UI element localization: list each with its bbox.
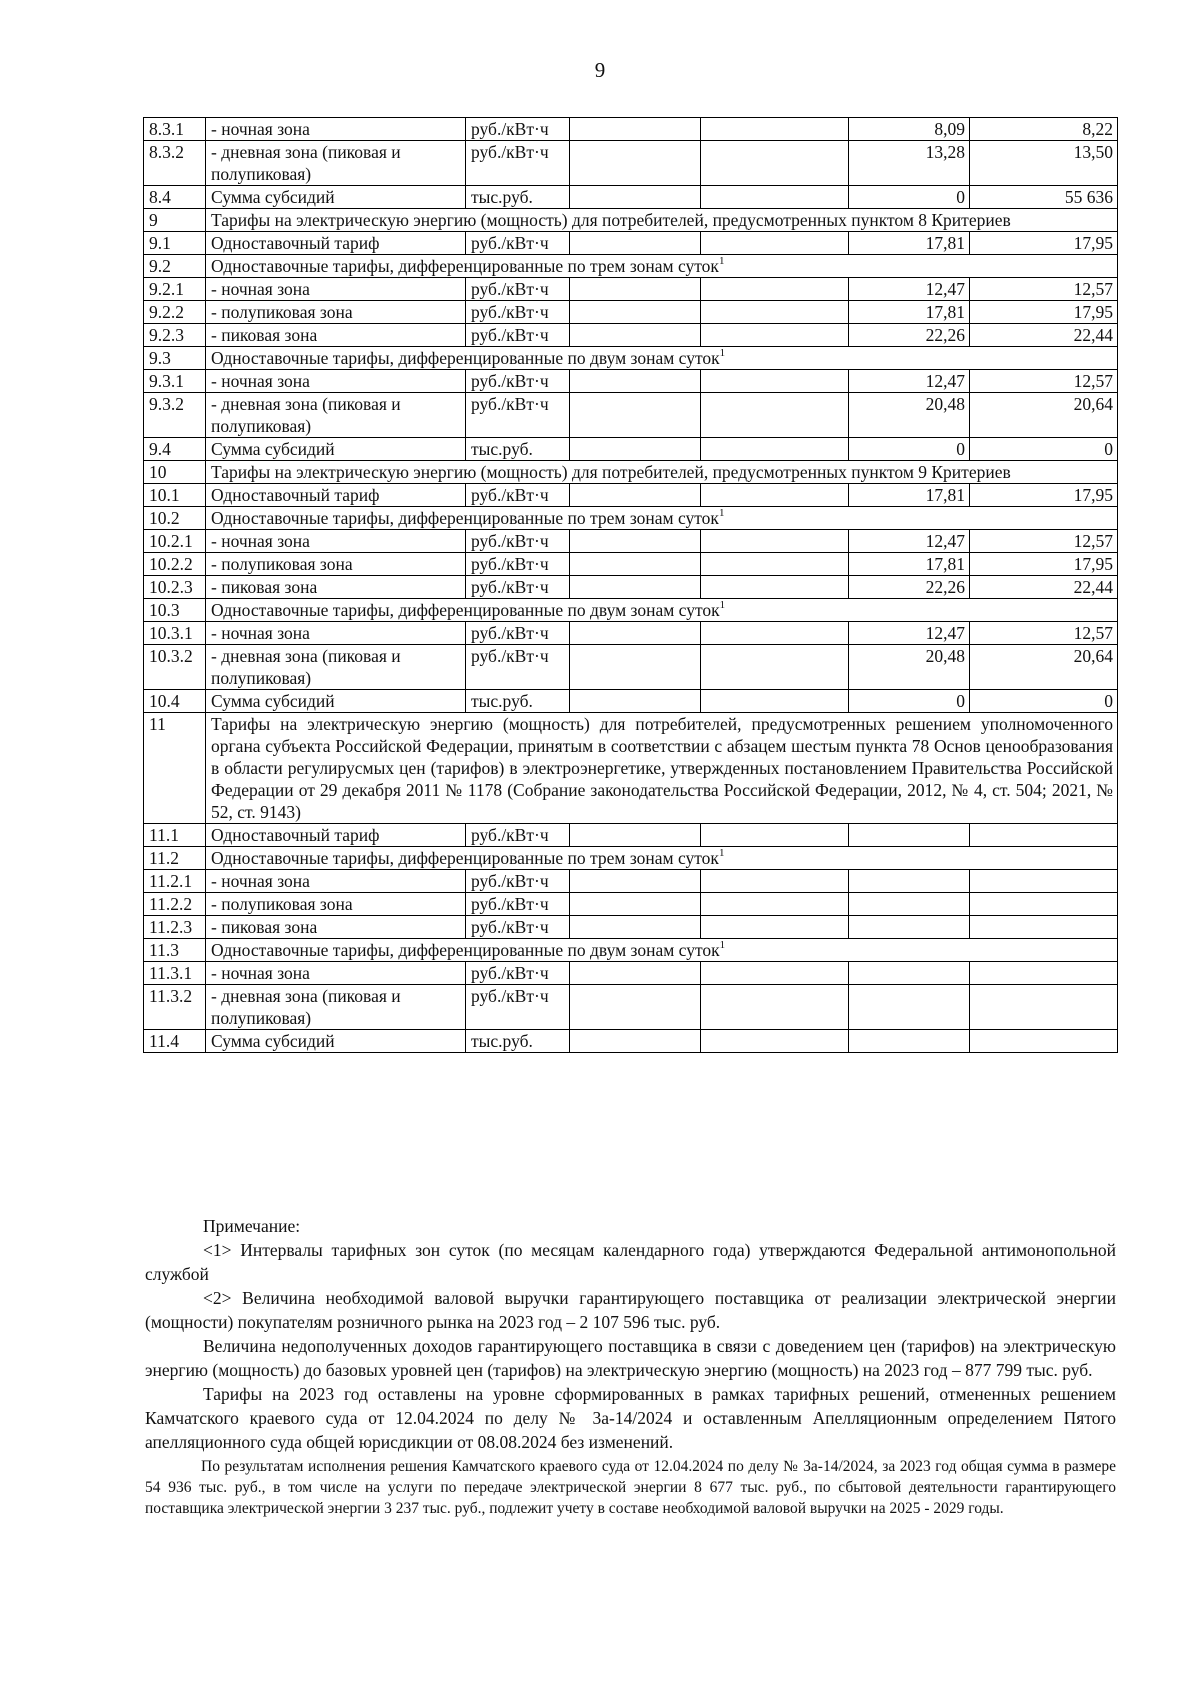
value-cell-2023-h2: 12,57 <box>970 530 1118 553</box>
unit-cell: руб./кВт·ч <box>466 893 570 916</box>
value-cell-2023-h2: 22,44 <box>970 324 1118 347</box>
section-title-cell <box>206 847 1118 870</box>
value-cell-2023-h1 <box>849 916 970 939</box>
row-number-cell: 11.1 <box>144 824 206 847</box>
row-number-cell: 9.2 <box>144 255 206 278</box>
indicator-name-cell: Сумма субсидий <box>206 1030 466 1053</box>
table-section-row <box>144 847 1118 870</box>
indicator-name-cell: - полупиковая зона <box>206 893 466 916</box>
notes-heading: Примечание: <box>203 1216 301 1236</box>
unit-cell: руб./кВт·ч <box>466 916 570 939</box>
unit-cell: руб./кВт·ч <box>466 962 570 985</box>
section-title-cell <box>206 209 1118 232</box>
table-section-row <box>144 461 1118 484</box>
value-cell-2023-h2 <box>970 1030 1118 1053</box>
note-court-execution: По результатам исполнения решения Камчатского краевого суда от 12.04.2024 по делу № 3а-14/2024, за 2023 год общая сумма в размере 54 936 тыс. руб., в том числе на услуги по передаче электрической энергии 8 677 тыс. руб., по сбытовой деятельности гарантирующего поставщика электрической энергии 3 237 тыс. руб., подлежит учету в составе необходимой валовой выручки на 2025 - 2029 годы. <box>145 1458 1116 1517</box>
indicator-name-cell: Сумма субсидий <box>206 438 466 461</box>
table-row <box>144 622 1118 645</box>
table-row <box>144 301 1118 324</box>
table-section-row <box>144 599 1118 622</box>
unit-cell: руб./кВт·ч <box>466 324 570 347</box>
value-cell-2023-h1: 17,81 <box>849 484 970 507</box>
row-number-cell: 11.2.2 <box>144 893 206 916</box>
empty-cell <box>570 278 701 301</box>
value-cell-2023-h1: 12,47 <box>849 530 970 553</box>
unit-cell: тыс.руб. <box>466 1030 570 1053</box>
value-cell-2023-h1: 22,26 <box>849 576 970 599</box>
value-cell-2023-h2: 0 <box>970 690 1118 713</box>
empty-cell <box>570 985 701 1030</box>
unit-cell: руб./кВт·ч <box>466 278 570 301</box>
empty-cell <box>570 186 701 209</box>
table-row <box>144 690 1118 713</box>
empty-cell <box>701 530 849 553</box>
empty-cell <box>570 962 701 985</box>
unit-cell: руб./кВт·ч <box>466 553 570 576</box>
footnote-marker: 1 <box>718 847 725 860</box>
indicator-name-cell: - полупиковая зона <box>206 553 466 576</box>
empty-cell <box>570 622 701 645</box>
table-section-row <box>144 939 1118 962</box>
section-title-text: Тарифы на электрическую энергию (мощность) для потребителей, предусмотренных решением уполномоченного органа субъекта Российской Федерации, принятым в соответствии с абзацем шестым пункта 78 Основ ценообразования в области регулирусмых цен (тарифов) в электроэнергетике, утвержденных постановлением Правительства Российской Федерации от 29 декабря 2011 № 1178 (Собрание законодательства Российской Федерации, 2012, № 4, ст. 504; 2021, № 52, ст. 9143) <box>211 714 1113 822</box>
unit-cell: руб./кВт·ч <box>466 870 570 893</box>
empty-cell <box>701 690 849 713</box>
value-cell-2023-h1: 0 <box>849 690 970 713</box>
unit-cell: руб./кВт·ч <box>466 576 570 599</box>
value-cell-2023-h1: 17,81 <box>849 232 970 255</box>
table-row <box>144 484 1118 507</box>
row-number-cell: 9.2.2 <box>144 301 206 324</box>
empty-cell <box>570 576 701 599</box>
empty-cell <box>570 370 701 393</box>
row-number-cell: 11.3.2 <box>144 985 206 1030</box>
row-number-cell: 8.3.2 <box>144 141 206 186</box>
row-number-cell: 8.3.1 <box>144 118 206 141</box>
indicator-name-cell: Сумма субсидий <box>206 690 466 713</box>
value-cell-2023-h2: 55 636 <box>970 186 1118 209</box>
value-cell-2023-h1: 12,47 <box>849 622 970 645</box>
empty-cell <box>570 893 701 916</box>
row-number-cell: 10.1 <box>144 484 206 507</box>
empty-cell <box>701 622 849 645</box>
table-row <box>144 870 1118 893</box>
table-row <box>144 985 1118 1030</box>
row-number-cell: 9.2.3 <box>144 324 206 347</box>
unit-cell: тыс.руб. <box>466 438 570 461</box>
empty-cell <box>570 232 701 255</box>
footnote-marker: 1 <box>719 599 726 612</box>
value-cell-2023-h2: 12,57 <box>970 370 1118 393</box>
value-cell-2023-h2: 12,57 <box>970 622 1118 645</box>
section-title-cell <box>206 939 1118 962</box>
value-cell-2023-h1: 17,81 <box>849 301 970 324</box>
empty-cell <box>570 690 701 713</box>
value-cell-2023-h2: 20,64 <box>970 645 1118 690</box>
row-number-cell: 9.1 <box>144 232 206 255</box>
value-cell-2023-h2 <box>970 985 1118 1030</box>
row-number-cell: 10.3.2 <box>144 645 206 690</box>
table-row <box>144 141 1118 186</box>
empty-cell <box>570 118 701 141</box>
empty-cell <box>701 278 849 301</box>
value-cell-2023-h2: 8,22 <box>970 118 1118 141</box>
indicator-name-cell: - полупиковая зона <box>206 301 466 324</box>
empty-cell <box>701 484 849 507</box>
value-cell-2023-h2: 17,95 <box>970 484 1118 507</box>
indicator-name-cell: Сумма субсидий <box>206 186 466 209</box>
table-row <box>144 1030 1118 1053</box>
row-number-cell: 11.3.1 <box>144 962 206 985</box>
row-number-cell: 9.3.1 <box>144 370 206 393</box>
empty-cell <box>570 141 701 186</box>
empty-cell <box>701 370 849 393</box>
table-row <box>144 118 1118 141</box>
page-number: 9 <box>594 58 606 82</box>
empty-cell <box>570 870 701 893</box>
table-section-row <box>144 347 1118 370</box>
section-title-text: Одноставочные тарифы, дифференцированные по двум зонам суток <box>211 348 720 368</box>
value-cell-2023-h1 <box>849 1030 970 1053</box>
unit-cell: руб./кВт·ч <box>466 530 570 553</box>
row-number-cell: 10.2.1 <box>144 530 206 553</box>
indicator-name-cell: - дневная зона (пиковая и полупиковая) <box>206 985 466 1030</box>
note-lost-revenue: Величина недополученных доходов гарантирующего поставщика в связи с доведением цен (тарифов) на электрическую энергию (мощность) до базовых уровней цен (тарифов) на электрическую энергию (мощность) на 2023 год – 877 799 тыс. руб. <box>145 1336 1116 1380</box>
value-cell-2023-h1: 0 <box>849 438 970 461</box>
unit-cell: тыс.руб. <box>466 186 570 209</box>
row-number-cell: 11.2.3 <box>144 916 206 939</box>
indicator-name-cell: - пиковая зона <box>206 576 466 599</box>
section-title-text: Тарифы на электрическую энергию (мощность) для потребителей, предусмотренных пунктом 9 Критериев <box>211 462 1011 482</box>
row-number-cell: 10.4 <box>144 690 206 713</box>
indicator-name-cell: - ночная зона <box>206 530 466 553</box>
row-number-cell: 10.2.3 <box>144 576 206 599</box>
value-cell-2023-h2 <box>970 824 1118 847</box>
empty-cell <box>570 438 701 461</box>
notes <box>145 1214 1116 1519</box>
section-title-text: Одноставочные тарифы, дифференцированные по двум зонам суток <box>211 940 720 960</box>
value-cell-2023-h1: 13,28 <box>849 141 970 186</box>
table-section-row <box>144 209 1118 232</box>
empty-cell <box>701 118 849 141</box>
indicator-name-cell: - ночная зона <box>206 118 466 141</box>
table-row <box>144 576 1118 599</box>
empty-cell <box>701 962 849 985</box>
section-title-text: Одноставочные тарифы, дифференцированные по трем зонам суток <box>211 508 719 528</box>
value-cell-2023-h2: 17,95 <box>970 301 1118 324</box>
table-row <box>144 916 1118 939</box>
section-title-text: Тарифы на электрическую энергию (мощность) для потребителей, предусмотренных пунктом 8 Критериев <box>211 210 1011 230</box>
value-cell-2023-h2 <box>970 893 1118 916</box>
row-number-cell: 11.2.1 <box>144 870 206 893</box>
value-cell-2023-h2: 0 <box>970 438 1118 461</box>
empty-cell <box>701 393 849 438</box>
section-title-cell <box>206 713 1118 824</box>
note-2: <2> Величина необходимой валовой выручки гарантирующего поставщика от реализации электрической энергии (мощности) покупателям розничного рынка на 2023 год – 2 107 596 тыс. руб. <box>145 1288 1116 1332</box>
empty-cell <box>701 301 849 324</box>
empty-cell <box>570 824 701 847</box>
footnote-marker: 1 <box>718 255 725 268</box>
row-number-cell: 10.2 <box>144 507 206 530</box>
value-cell-2023-h1: 8,09 <box>849 118 970 141</box>
empty-cell <box>570 484 701 507</box>
value-cell-2023-h1 <box>849 824 970 847</box>
empty-cell <box>701 232 849 255</box>
value-cell-2023-h1 <box>849 893 970 916</box>
section-title-cell <box>206 347 1118 370</box>
value-cell-2023-h2: 12,57 <box>970 278 1118 301</box>
empty-cell <box>570 1030 701 1053</box>
table-row <box>144 645 1118 690</box>
empty-cell <box>570 530 701 553</box>
empty-cell <box>701 893 849 916</box>
empty-cell <box>701 985 849 1030</box>
value-cell-2023-h1: 22,26 <box>849 324 970 347</box>
table-row <box>144 232 1118 255</box>
empty-cell <box>701 438 849 461</box>
empty-cell <box>570 324 701 347</box>
row-number-cell: 11.2 <box>144 847 206 870</box>
section-title-text: Одноставочные тарифы, дифференцированные по двум зонам суток <box>211 600 720 620</box>
indicator-name-cell: - ночная зона <box>206 370 466 393</box>
value-cell-2023-h1: 12,47 <box>849 278 970 301</box>
value-cell-2023-h1: 12,47 <box>849 370 970 393</box>
indicator-name-cell: Одноставочный тариф <box>206 484 466 507</box>
empty-cell <box>701 141 849 186</box>
empty-cell <box>701 916 849 939</box>
footnote-marker: 1 <box>719 939 726 952</box>
indicator-name-cell: - ночная зона <box>206 622 466 645</box>
value-cell-2023-h1 <box>849 962 970 985</box>
empty-cell <box>701 645 849 690</box>
value-cell-2023-h1 <box>849 985 970 1030</box>
table-row <box>144 824 1118 847</box>
indicator-name-cell: - ночная зона <box>206 870 466 893</box>
value-cell-2023-h1 <box>849 870 970 893</box>
table-row <box>144 438 1118 461</box>
unit-cell: руб./кВт·ч <box>466 645 570 690</box>
empty-cell <box>570 301 701 324</box>
section-title-text: Одноставочные тарифы, дифференцированные по трем зонам суток <box>211 256 719 276</box>
section-title-text: Одноставочные тарифы, дифференцированные по трем зонам суток <box>211 848 719 868</box>
section-title-cell <box>206 507 1118 530</box>
table-row <box>144 278 1118 301</box>
section-title-cell <box>206 255 1118 278</box>
indicator-name-cell: - пиковая зона <box>206 916 466 939</box>
unit-cell: руб./кВт·ч <box>466 118 570 141</box>
table-row <box>144 370 1118 393</box>
unit-cell: руб./кВт·ч <box>466 393 570 438</box>
indicator-name-cell: - ночная зона <box>206 278 466 301</box>
unit-cell: руб./кВт·ч <box>466 824 570 847</box>
unit-cell: руб./кВт·ч <box>466 232 570 255</box>
footnote-marker: 1 <box>719 347 726 360</box>
row-number-cell: 9.4 <box>144 438 206 461</box>
value-cell-2023-h2 <box>970 962 1118 985</box>
row-number-cell: 9.3 <box>144 347 206 370</box>
unit-cell: руб./кВт·ч <box>466 484 570 507</box>
value-cell-2023-h1: 0 <box>849 186 970 209</box>
indicator-name-cell: Одноставочный тариф <box>206 824 466 847</box>
empty-cell <box>570 916 701 939</box>
row-number-cell: 10 <box>144 461 206 484</box>
row-number-cell: 10.3 <box>144 599 206 622</box>
value-cell-2023-h2: 17,95 <box>970 553 1118 576</box>
unit-cell: тыс.руб. <box>466 690 570 713</box>
table-row <box>144 186 1118 209</box>
table-section-row <box>144 255 1118 278</box>
note-1: <1> Интервалы тарифных зон суток (по месяцам календарного года) утверждаются Федеральной антимонопольной службой <box>145 1240 1116 1284</box>
table-row <box>144 893 1118 916</box>
value-cell-2023-h1: 20,48 <box>849 645 970 690</box>
empty-cell <box>570 553 701 576</box>
row-number-cell: 9 <box>144 209 206 232</box>
unit-cell: руб./кВт·ч <box>466 622 570 645</box>
row-number-cell: 11.4 <box>144 1030 206 1053</box>
empty-cell <box>570 645 701 690</box>
unit-cell: руб./кВт·ч <box>466 370 570 393</box>
empty-cell <box>701 186 849 209</box>
row-number-cell: 10.3.1 <box>144 622 206 645</box>
table-section-row <box>144 713 1118 824</box>
table-row <box>144 530 1118 553</box>
note-court-decision: Тарифы на 2023 год оставлены на уровне сформированных в рамках тарифных решений, отмененных решением Камчатского краевого суда от 12.04.2024 по делу № 3а-14/2024 и оставленным Апелляционным определением Пятого апелляционного суда общей юрисдикции от 08.08.2024 без изменений. <box>145 1384 1116 1452</box>
empty-cell <box>701 553 849 576</box>
indicator-name-cell: - ночная зона <box>206 962 466 985</box>
row-number-cell: 11.3 <box>144 939 206 962</box>
unit-cell: руб./кВт·ч <box>466 141 570 186</box>
section-title-cell <box>206 599 1118 622</box>
value-cell-2023-h1: 20,48 <box>849 393 970 438</box>
section-title-cell <box>206 461 1118 484</box>
empty-cell <box>701 576 849 599</box>
value-cell-2023-h2: 22,44 <box>970 576 1118 599</box>
table-section-row <box>144 507 1118 530</box>
indicator-name-cell: - дневная зона (пиковая и полупиковая) <box>206 141 466 186</box>
value-cell-2023-h2: 20,64 <box>970 393 1118 438</box>
indicator-name-cell: Одноставочный тариф <box>206 232 466 255</box>
empty-cell <box>701 324 849 347</box>
row-number-cell: 8.4 <box>144 186 206 209</box>
value-cell-2023-h2: 13,50 <box>970 141 1118 186</box>
unit-cell: руб./кВт·ч <box>466 985 570 1030</box>
value-cell-2023-h1: 17,81 <box>849 553 970 576</box>
empty-cell <box>701 824 849 847</box>
row-number-cell: 10.2.2 <box>144 553 206 576</box>
unit-cell: руб./кВт·ч <box>466 301 570 324</box>
indicator-name-cell: - дневная зона (пиковая и полупиковая) <box>206 645 466 690</box>
row-number-cell: 11 <box>144 713 206 824</box>
value-cell-2023-h2 <box>970 916 1118 939</box>
table-row <box>144 553 1118 576</box>
table-row <box>144 324 1118 347</box>
footnote-marker: 1 <box>718 507 725 520</box>
value-cell-2023-h2 <box>970 870 1118 893</box>
row-number-cell: 9.3.2 <box>144 393 206 438</box>
table-row <box>144 962 1118 985</box>
empty-cell <box>701 870 849 893</box>
value-cell-2023-h2: 17,95 <box>970 232 1118 255</box>
indicator-name-cell: - пиковая зона <box>206 324 466 347</box>
indicator-name-cell: - дневная зона (пиковая и полупиковая) <box>206 393 466 438</box>
row-number-cell: 9.2.1 <box>144 278 206 301</box>
empty-cell <box>570 393 701 438</box>
tariff-table <box>143 117 1118 1053</box>
empty-cell <box>701 1030 849 1053</box>
table-row <box>144 393 1118 438</box>
